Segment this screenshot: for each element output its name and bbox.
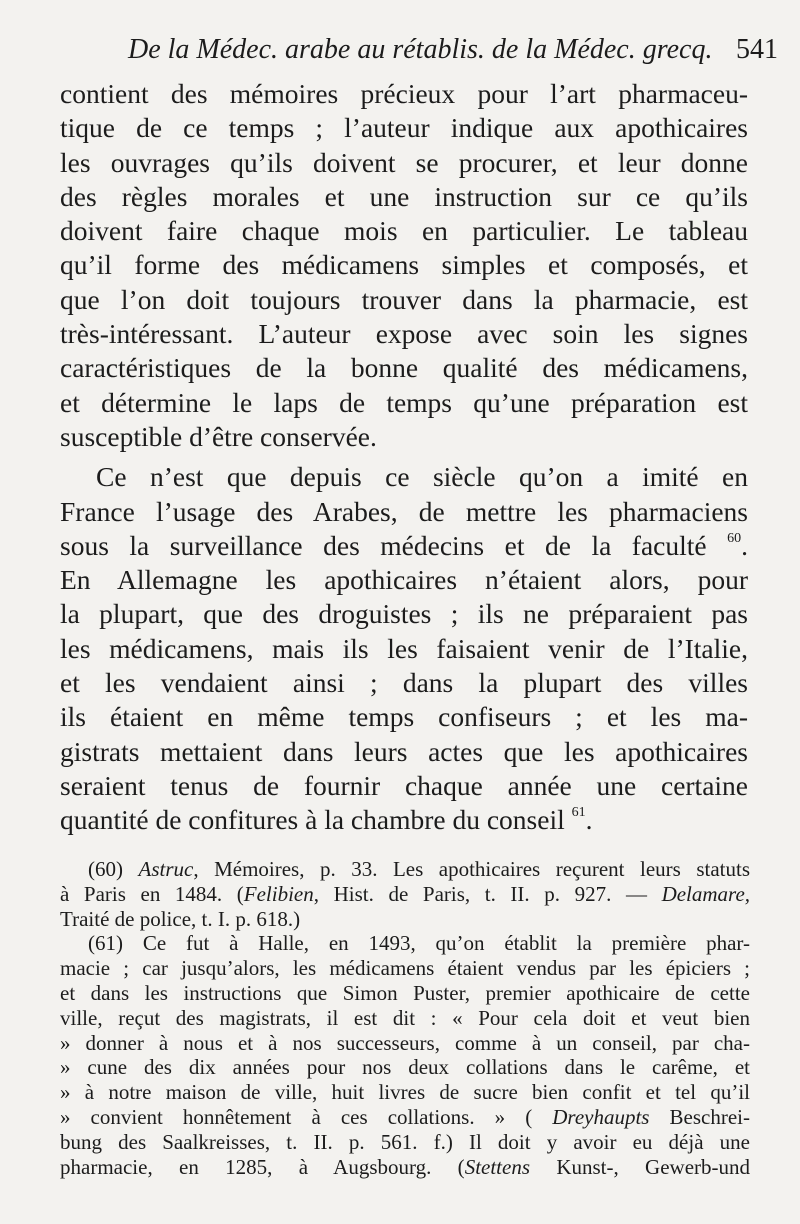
text-line: qu’il forme des médicamens simples et composés, et: [60, 249, 748, 281]
text-line: des règles morales et une instruction sur ce qu’ils: [60, 180, 748, 212]
footnote-line: [60, 882, 750, 907]
text-fragment: pharmacie, en 1285, à Augsbourg. (: [60, 1154, 465, 1179]
footnote-line: [60, 1105, 750, 1130]
text-fragment: Beschrei-: [669, 1104, 751, 1129]
text-line: les ouvrages qu’ils doivent se procurer, et leur donne: [60, 146, 748, 178]
page-number: 541: [736, 34, 778, 65]
author-name: Dreyhaupts: [552, 1104, 650, 1129]
text-line: que l’on doit toujours trouver dans la pharmacie, est: [60, 283, 748, 315]
paragraph: [60, 460, 748, 837]
text-line: Ce n’est que depuis ce siècle qu’on a imité en: [96, 461, 748, 493]
footnote-line: [60, 857, 750, 882]
footnote-number: (60): [88, 857, 123, 881]
running-header: [60, 30, 778, 70]
text-fragment: , Mémoires, p. 33. Les apothicaires reçurent leurs statuts: [193, 857, 750, 881]
footnote-line: macie ; car jusqu’alors, les médicamens étaient vendus par les épiciers ;: [60, 956, 750, 981]
author-name: Stettens: [464, 1154, 531, 1179]
text-line: contient des mémoires précieux pour l’art pharmaceu-: [60, 78, 748, 109]
text-line: gistrats mettaient dans leurs actes que les apothicaires: [60, 735, 748, 767]
footnotes: [60, 857, 750, 1179]
text-line: caractéristiques de la bonne qualité des médicamens,: [60, 352, 748, 384]
footnote-line: [60, 1155, 750, 1180]
text-line: doivent faire chaque mois en particulier. Le tableau: [60, 215, 748, 247]
text-line: et détermine le laps de temps qu’une préparation est: [60, 386, 748, 418]
text-line-with-note: sous la surveillance des médecins et de la faculté $^{60}$.: [60, 529, 748, 561]
footnote-line: ville, reçut des magistrats, il est dit : « Pour cela doit et veut bien: [60, 1005, 750, 1030]
text-line: très-intéressant. L’auteur expose avec soin les signes: [60, 318, 748, 350]
author-name: Astruc: [138, 857, 194, 881]
text-fragment: , Hist. de Paris, t. II. p. 927. —: [313, 881, 647, 906]
text-fragment: » convient honnêtement à ces collations. » (: [60, 1104, 533, 1129]
text-line: seraient tenus de fournir chaque année une certaine: [60, 769, 748, 801]
footnote-line: bung des Saalkreisses, t. II. p. 561. f.) Il doit y avoir eu déjà une: [60, 1129, 750, 1154]
note-reference: 61: [571, 805, 586, 821]
running-title: De la Médec. arabe au rétablis. de la Médec. grecq.: [128, 34, 713, 65]
text-line: susceptible d’être conservée.: [60, 420, 377, 452]
author-name: Felibien: [243, 881, 314, 906]
footnote-60: [60, 857, 750, 931]
paragraph: [60, 77, 748, 454]
footnote-line: » à notre maison de ville, huit livres de sucre bien confit et tel qu’il: [60, 1080, 750, 1105]
text-line: les médicamens, mais ils les faisaient venir de l’Italie,: [60, 632, 748, 664]
text-line: tique de ce temps ; l’auteur indique aux apothicaires: [60, 112, 748, 144]
text-fragment: Kunst-, Gewerb-und: [556, 1154, 751, 1179]
footnote-line: et dans les instructions que Simon Puster, premier apothicaire de cette: [60, 980, 750, 1005]
text-fragment: à Paris en 1484. (: [60, 881, 244, 906]
text-line-with-note: quantité de confitures à la chambre du conseil $^{61}$.: [60, 804, 593, 836]
note-reference: 60: [727, 530, 742, 546]
text-line: et les vendaient ainsi ; dans la plupart des villes: [60, 667, 748, 699]
footnote-61: [60, 931, 750, 1179]
text-line: la plupart, que des droguistes ; ils ne préparaient pas: [60, 598, 748, 630]
text-fragment: sous la surveillance des médecins et de la faculté: [60, 529, 707, 561]
text-line: En Allemagne les apothicaires n’étaient alors, pour: [60, 564, 748, 596]
text-line: ils étaient en même temps confiseurs ; et les ma-: [60, 701, 748, 733]
text-fragment: quantité de confitures à la chambre du conseil: [60, 804, 565, 836]
footnote-line: » donner à nous et à nos successeurs, comme à un conseil, par cha-: [60, 1030, 750, 1055]
footnote-line: Traité de police, t. I. p. 618.): [60, 906, 301, 931]
text-line: France l’usage des Arabes, de mettre les pharmaciens: [60, 495, 748, 527]
footnote-line: (61) Ce fut à Halle, en 1493, qu’on établit la première phar-: [88, 931, 750, 956]
main-text: [60, 77, 748, 838]
author-name: Delamare,: [661, 881, 751, 906]
footnote-line: » cune des dix années pour nos deux collations dans le carême, et: [60, 1055, 750, 1080]
